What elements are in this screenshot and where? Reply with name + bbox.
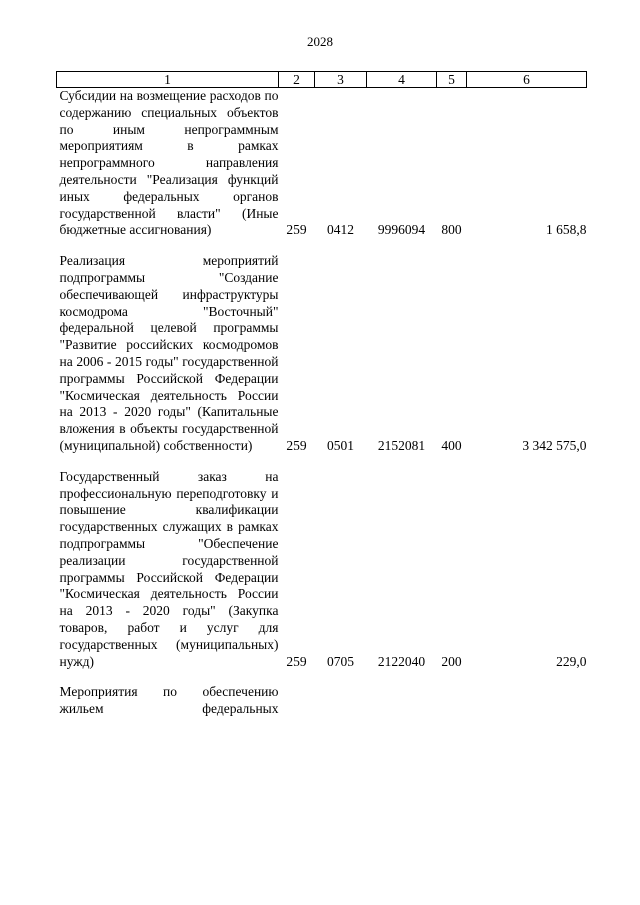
row-expense-type: 200 [441,653,462,669]
table-row [57,88,587,240]
row-target-code: 2152081 [377,437,426,453]
table-row [57,684,587,718]
header-col-5: 5 [437,72,467,88]
row-ministry-code [279,684,315,718]
row-ministry-code: 259 [286,653,307,669]
row-section-code: 0501 [327,437,354,453]
header-col-6: 6 [467,72,587,88]
row-expense-type [437,684,467,718]
budget-table [56,71,587,718]
row-section-code [315,684,367,718]
row-target-code: 9996094 [377,222,426,238]
row-target-code [367,684,437,718]
row-name: Субсидии на возмещение расходов по содержанию специальных объектов по иным непрограммным мероприятиям в рамках непрограммного направления деятельности "Реализация функций иных федеральных органов государственной власти" (Иные бюджетные ассигнования) [59,88,279,238]
header-col-1: 1 [57,72,279,88]
row-name: Мероприятия по обеспечению жильем федеральных [59,684,279,717]
row-section-code: 0412 [327,222,354,238]
row-amount: 1 658,8 [546,222,587,238]
row-ministry-code: 259 [286,222,307,238]
row-expense-type: 800 [441,222,462,238]
header-col-2: 2 [279,72,315,88]
header-col-4: 4 [367,72,437,88]
row-name: Государственный заказ на профессиональную переподготовку и повышение квалификации государственных служащих в рамках подпрограммы "Обеспечение реализации государственной программы Российской Федерации "Космическая деятельность России на 2013 - 2020 годы" (Закупка товаров, работ и услуг для государственных (муниципальных) нужд) [59,468,279,669]
row-name: Реализация мероприятий подпрограммы "Создание обеспечивающей инфраструктуры космодрома "Восточный" федеральной целевой программы "Развитие российских космодромов на 2006 - 2015 годы" государственной программы Российской Федерации "Космическая деятельность России на 2013 - 2020 годы" (Капитальные вложения в объекты государственной (муниципальной) собственности) [59,253,279,453]
page-number: 2028 [307,34,333,49]
row-amount [467,684,587,718]
row-section-code: 0705 [327,653,354,669]
row-ministry-code: 259 [286,437,307,453]
header-col-3: 3 [315,72,367,88]
row-target-code: 2122040 [377,653,426,669]
table-row [57,253,587,455]
row-expense-type: 400 [441,437,462,453]
table-header-row [57,72,587,88]
table-row [57,469,587,671]
row-amount: 3 342 575,0 [522,437,587,453]
row-amount: 229,0 [556,653,587,669]
